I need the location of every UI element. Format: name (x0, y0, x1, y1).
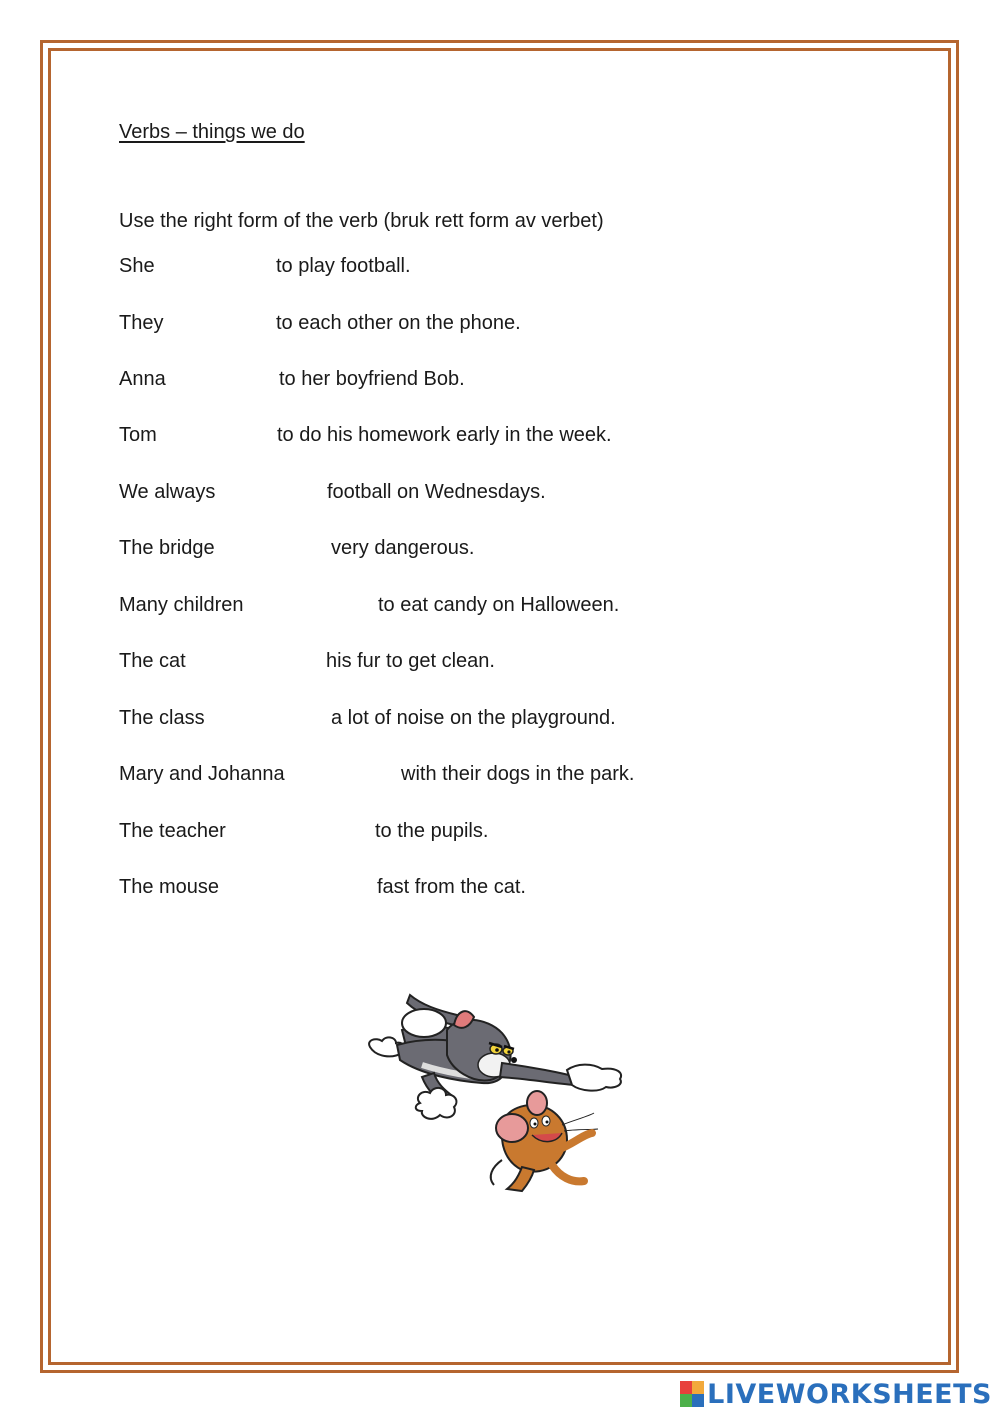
sentence-rest: to play football. (276, 255, 411, 277)
sentence-rest: his fur to get clean. (326, 650, 495, 672)
sentence-rest: to eat candy on Halloween. (378, 594, 620, 616)
sentence-rest: a lot of noise on the playground. (331, 707, 616, 729)
sentence-subject: She (119, 255, 155, 277)
worksheet-instruction: Use the right form of the verb (bruk rett form av verbet) (119, 210, 604, 232)
sentence-subject: They (119, 312, 164, 334)
sentence-subject: The cat (119, 650, 186, 672)
liveworksheets-brand-text: LIVEWORKSHEETS (707, 1378, 992, 1410)
sentence-subject: Anna (119, 368, 166, 390)
liveworksheets-logo[interactable] (680, 1377, 992, 1411)
sentence-subject: The bridge (119, 537, 215, 559)
sentence-rest: football on Wednesdays. (327, 481, 546, 503)
sentence-subject: The teacher (119, 820, 226, 842)
sentence-rest: to the pupils. (375, 820, 489, 842)
cat-chasing-mouse-cartoon-icon (362, 985, 632, 1200)
sentence-subject: The class (119, 707, 205, 729)
worksheet-title: Verbs – things we do (119, 121, 305, 143)
sentence-subject: We always (119, 481, 216, 503)
sentence-rest: to do his homework early in the week. (277, 424, 612, 446)
sentence-rest: fast from the cat. (377, 876, 526, 898)
liveworksheets-logo-icon (680, 1381, 704, 1407)
sentence-rest: to her boyfriend Bob. (279, 368, 465, 390)
sentence-subject: The mouse (119, 876, 220, 898)
sentence-rest: very dangerous. (331, 537, 475, 559)
sentence-subject: Mary and Johanna (119, 763, 285, 785)
sentence-subject: Many children (119, 594, 244, 616)
sentence-rest: to each other on the phone. (276, 312, 521, 334)
sentence-rest: with their dogs in the park. (401, 763, 635, 785)
sentence-subject: Tom (119, 424, 157, 446)
